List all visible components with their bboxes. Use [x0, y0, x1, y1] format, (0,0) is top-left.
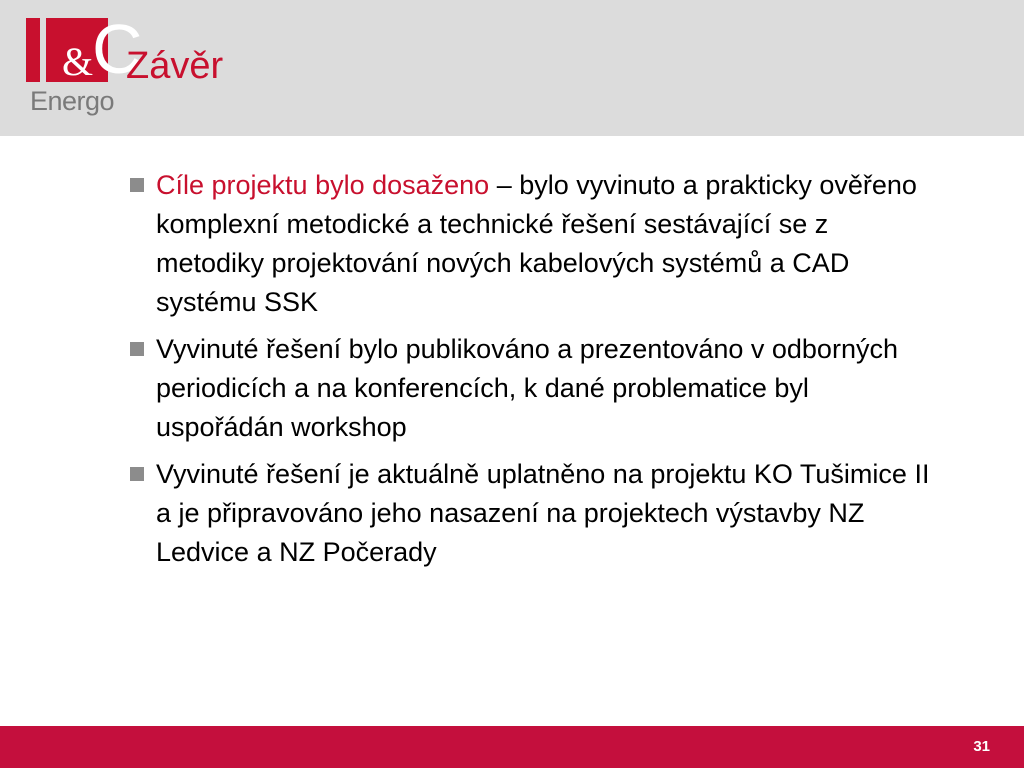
logo-letter-i	[26, 18, 40, 82]
bullet-text	[156, 455, 938, 572]
bullet-body-text: Vyvinuté řešení je aktuálně uplatněno na projektu KO Tušimice II a je připravováno jeho nasazení na projektech výstavby NZ Ledvice a NZ Počerady	[156, 459, 930, 567]
square-bullet-icon	[130, 178, 144, 192]
slide-title: Závěr	[126, 45, 224, 87]
page-number: 31	[973, 738, 990, 755]
logo-letter-c: C	[92, 10, 143, 88]
bullet-lead-text: Cíle projektu bylo dosaženo	[156, 170, 490, 200]
square-bullet-icon	[130, 342, 144, 356]
logo-wordmark: Energo	[30, 86, 115, 116]
logo-c-block	[46, 10, 143, 88]
bullet-list	[128, 166, 938, 580]
bullet-item	[128, 330, 938, 447]
company-logo	[26, 10, 143, 118]
bullet-item	[128, 166, 938, 322]
bullet-body-text: – bylo vyvinuto a prakticky ověřeno komplexní metodické a technické řešení sestávající se z metodiky projektování nových kabelových systémů a CAD systému SSK	[156, 170, 917, 317]
bullet-text	[156, 166, 938, 322]
footer-bar	[0, 726, 1024, 768]
bullet-body-text: Vyvinuté řešení bylo publikováno a prezentováno v odborných periodicích a na konferencích, k dané problematice byl uspořádán workshop	[156, 334, 898, 442]
header-band	[0, 0, 1024, 136]
bullet-item	[128, 455, 938, 572]
bullet-text	[156, 330, 938, 447]
square-bullet-icon	[130, 467, 144, 481]
logo-ampersand: &	[62, 39, 94, 84]
